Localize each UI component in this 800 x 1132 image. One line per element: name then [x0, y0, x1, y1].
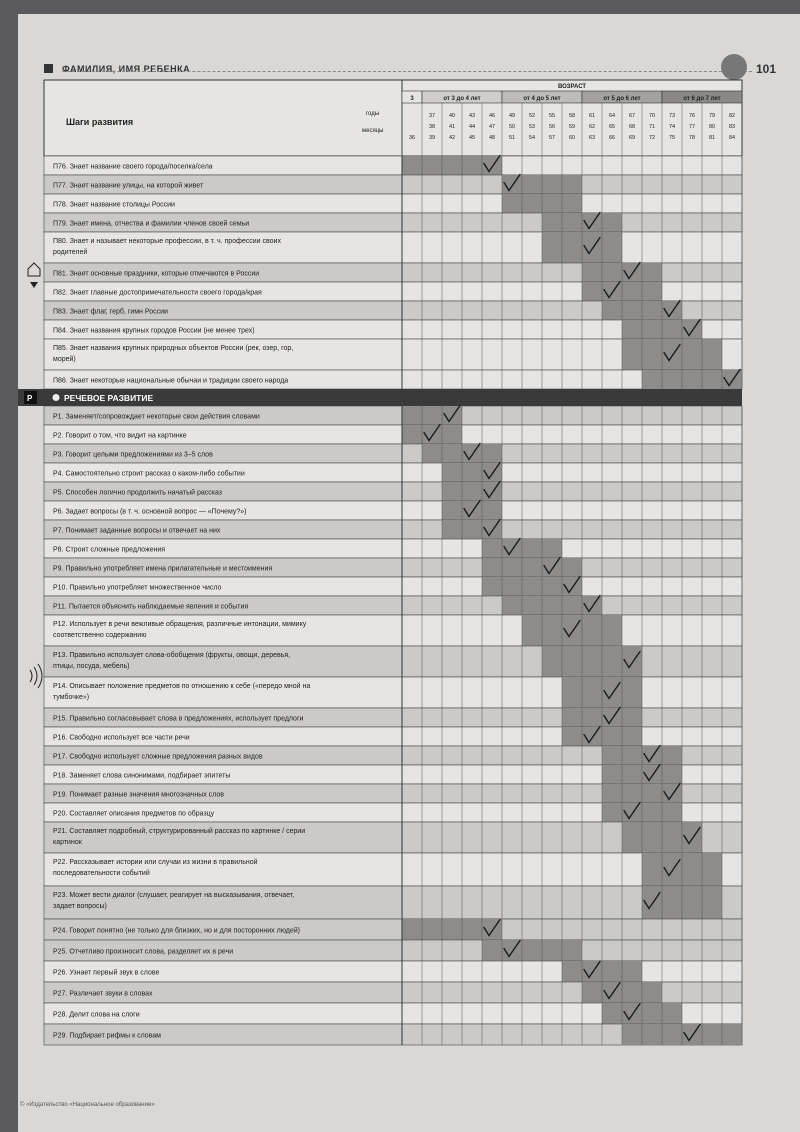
- home-icon: [28, 263, 40, 276]
- month-label: 52: [528, 113, 536, 119]
- row-label: Р10. Правильно употребляет множественное число: [53, 584, 222, 592]
- month-label: 75: [668, 135, 676, 141]
- row-label: П81. Знает основные праздники, которые отмечаются в России: [53, 270, 260, 278]
- norm-band: [622, 339, 722, 370]
- month-label: 46: [488, 113, 496, 119]
- row-label: Р12. Использует в речи вежливые обращения, различные интонации, мимику: [53, 621, 307, 628]
- row-label: П85. Знает названия крупных природных объектов России (рек, озер, гор,: [53, 345, 294, 352]
- month-label: 56: [548, 124, 556, 130]
- month-label: 39: [428, 135, 436, 141]
- month-label: 41: [448, 124, 456, 130]
- row-label: Р14. Описывает положение предметов по отношению к себе («передо мной на: [53, 683, 311, 690]
- row-label: Р26. Узнает первый звук в слове: [53, 969, 160, 977]
- month-label: 73: [668, 113, 676, 119]
- flag-icon: [30, 282, 38, 288]
- month-label: 37: [428, 113, 436, 119]
- norm-band: [482, 577, 582, 596]
- row-label: птицы, посуда, мебель): [53, 663, 130, 670]
- age-group-label: от 4 до 5 лет: [523, 96, 561, 102]
- months-label: месяцы: [362, 128, 384, 134]
- section-bullet-icon: [53, 394, 60, 401]
- row-label: П79. Знает имена, отчества и фамилии членов своей семьи: [53, 220, 250, 228]
- section-title: РЕЧЕВОЕ РАЗВИТИЕ: [64, 393, 154, 403]
- month-label: 82: [728, 113, 736, 119]
- row-label: тумбочке»): [53, 694, 90, 701]
- month-label: 58: [568, 113, 576, 119]
- row-label: П80. Знает и называет некоторые профессии, в т. ч. профессии своих: [53, 238, 281, 245]
- month-label: 57: [548, 135, 556, 141]
- row-label: картинок: [53, 839, 82, 846]
- steps-header: Шаги развития: [66, 117, 134, 127]
- month-label: 79: [708, 113, 716, 119]
- month-label: 42: [448, 135, 456, 141]
- month-label: 45: [468, 135, 476, 141]
- row-label: П83. Знает флаг, герб, гимн России: [53, 308, 168, 316]
- month-label: 38: [428, 124, 436, 130]
- month-label: 74: [668, 124, 676, 130]
- month-label: 72: [648, 135, 656, 141]
- row-label: Р17. Свободно использует сложные предложения разных видов: [53, 753, 263, 761]
- age-label: ВОЗРАСТ: [557, 84, 587, 90]
- norm-band: [482, 940, 582, 961]
- row-label: П76. Знает название своего города/поселка/села: [53, 163, 213, 171]
- norm-band: [482, 558, 582, 577]
- row-label: П77. Знает название улицы, на которой живет: [53, 182, 204, 190]
- row-label: Р1. Заменяет/сопровождает некоторые свои действия словами: [53, 413, 260, 421]
- age-group-label: от 6 до 7 лет: [683, 96, 721, 102]
- month-label: 49: [508, 113, 516, 119]
- month-label: 47: [488, 124, 496, 130]
- month-label: 54: [528, 135, 536, 141]
- row-label: Р24. Говорит понятно (не только для близких, но и для посторонних людей): [53, 927, 301, 935]
- month-label: 83: [728, 124, 736, 130]
- row-label: Р6. Задает вопросы (в т. ч. основной вопрос — «Почему?»): [53, 508, 247, 516]
- month-label: 60: [568, 135, 576, 141]
- table-row: [44, 232, 742, 263]
- month-label: 76: [688, 113, 696, 119]
- month-label: 77: [688, 124, 696, 130]
- row-label: родителей: [53, 249, 88, 256]
- section-badge-letter: Р: [27, 394, 33, 403]
- row-label: Р8. Строит сложные предложения: [53, 546, 166, 554]
- row-label: морей): [53, 356, 76, 363]
- row-label: Р20. Составляет описания предметов по образцу: [53, 810, 215, 818]
- month-label: 71: [648, 124, 656, 130]
- row-label: П86. Знает некоторые национальные обычаи и традиции своего народа: [53, 377, 289, 385]
- month-label: 67: [628, 113, 636, 119]
- month-label: 80: [708, 124, 716, 130]
- month-label: 53: [528, 124, 536, 130]
- row-label: Р25. Отчетливо произносит слова, разделяет их в речи: [53, 948, 234, 956]
- month-label: 50: [508, 124, 516, 130]
- row-label: П82. Знает главные достопримечательности своего города/края: [53, 289, 262, 297]
- norm-band: [402, 156, 502, 175]
- row-label: Р9. Правильно употребляет имена прилагательные и местоимения: [53, 565, 273, 573]
- month-label: 40: [448, 113, 456, 119]
- norm-band: [442, 501, 502, 520]
- table-row: [44, 615, 742, 646]
- month-label: 59: [568, 124, 576, 130]
- month-label: 68: [628, 124, 636, 130]
- month-label: 66: [608, 135, 616, 141]
- row-label: Р22. Рассказывает истории или случаи из жизни в правильной: [53, 859, 258, 866]
- month-label: 63: [588, 135, 596, 141]
- row-label: Р27. Различает звуки в словах: [53, 990, 153, 998]
- norm-band: [542, 646, 642, 677]
- month-label: 65: [608, 124, 616, 130]
- row-label: Р7. Понимает заданные вопросы и отвечает на них: [53, 527, 221, 535]
- month-label: 43: [468, 113, 476, 119]
- month-label: 44: [468, 124, 476, 130]
- sound-icon: [30, 664, 42, 688]
- table-row: [44, 886, 742, 919]
- month-label: 61: [588, 113, 596, 119]
- month-label: 36: [408, 135, 416, 141]
- month-label: 62: [588, 124, 596, 130]
- years-label: годы: [366, 111, 380, 117]
- row-label: П78. Знает название столицы России: [53, 201, 175, 209]
- month-label: 84: [728, 135, 736, 141]
- row-label: П84. Знает названия крупных городов России (не менее трех): [53, 327, 255, 335]
- child-name-label: ФАМИЛИЯ, ИМЯ РЕБЕНКА: [62, 64, 191, 74]
- month-label: 48: [488, 135, 496, 141]
- row-label: Р18. Заменяет слова синонимами, подбирает эпитеты: [53, 772, 231, 780]
- row-label: Р23. Может вести диалог (слушает, реагирует на высказывания, отвечает,: [53, 892, 295, 899]
- month-label: 70: [648, 113, 656, 119]
- row-label: Р21. Составляет подробный, структурированный рассказ по картинке / серии: [53, 828, 306, 835]
- row-label: Р11. Пытается объяснить наблюдаемые явления и события: [53, 603, 249, 611]
- row-label: Р2. Говорит о том, что видит на картинке: [53, 432, 187, 440]
- development-table: [18, 14, 800, 1132]
- row-label: Р13. Правильно использует слова-обобщения (фрукты, овощи, деревья,: [53, 652, 291, 659]
- row-label: Р15. Правильно согласовывает слова в предложениях, использует предлоги: [53, 715, 304, 723]
- page-number: 101: [756, 62, 777, 76]
- row-label: Р4. Самостоятельно строит рассказ о каком-либо событии: [53, 470, 245, 478]
- month-label: 69: [628, 135, 636, 141]
- row-label: последовательности событий: [53, 870, 150, 877]
- age-group-label: от 5 до 6 лет: [603, 96, 641, 102]
- norm-band: [402, 919, 502, 940]
- row-label: задает вопросы): [53, 903, 107, 910]
- row-label: Р16. Свободно использует все части речи: [53, 734, 190, 742]
- row-label: Р3. Говорит целыми предложениями из 3–5 слов: [53, 451, 213, 459]
- norm-band: [522, 615, 622, 646]
- norm-band: [402, 425, 462, 444]
- row-label: Р5. Способен логично продолжить начатый рассказ: [53, 489, 222, 497]
- row-label: Р19. Понимает разные значения многозначных слов: [53, 791, 224, 799]
- age-group-label: от 3 до 4 лет: [443, 96, 481, 102]
- row-label: Р28. Делит слова на слоги: [53, 1011, 140, 1019]
- month-label: 51: [508, 135, 516, 141]
- publisher-footer: © «Издательство «Национальное образование»: [20, 1102, 155, 1108]
- month-label: 78: [688, 135, 696, 141]
- age-group-label: 3: [410, 96, 414, 102]
- workbook-page: [18, 14, 800, 1132]
- month-label: 55: [548, 113, 556, 119]
- month-label: 64: [608, 113, 616, 119]
- month-label: 81: [708, 135, 716, 141]
- norm-band: [642, 370, 742, 389]
- norm-band: [502, 596, 602, 615]
- row-label: соответственно содержанию: [53, 632, 147, 639]
- row-label: Р29. Подбирает рифмы к словам: [53, 1032, 161, 1040]
